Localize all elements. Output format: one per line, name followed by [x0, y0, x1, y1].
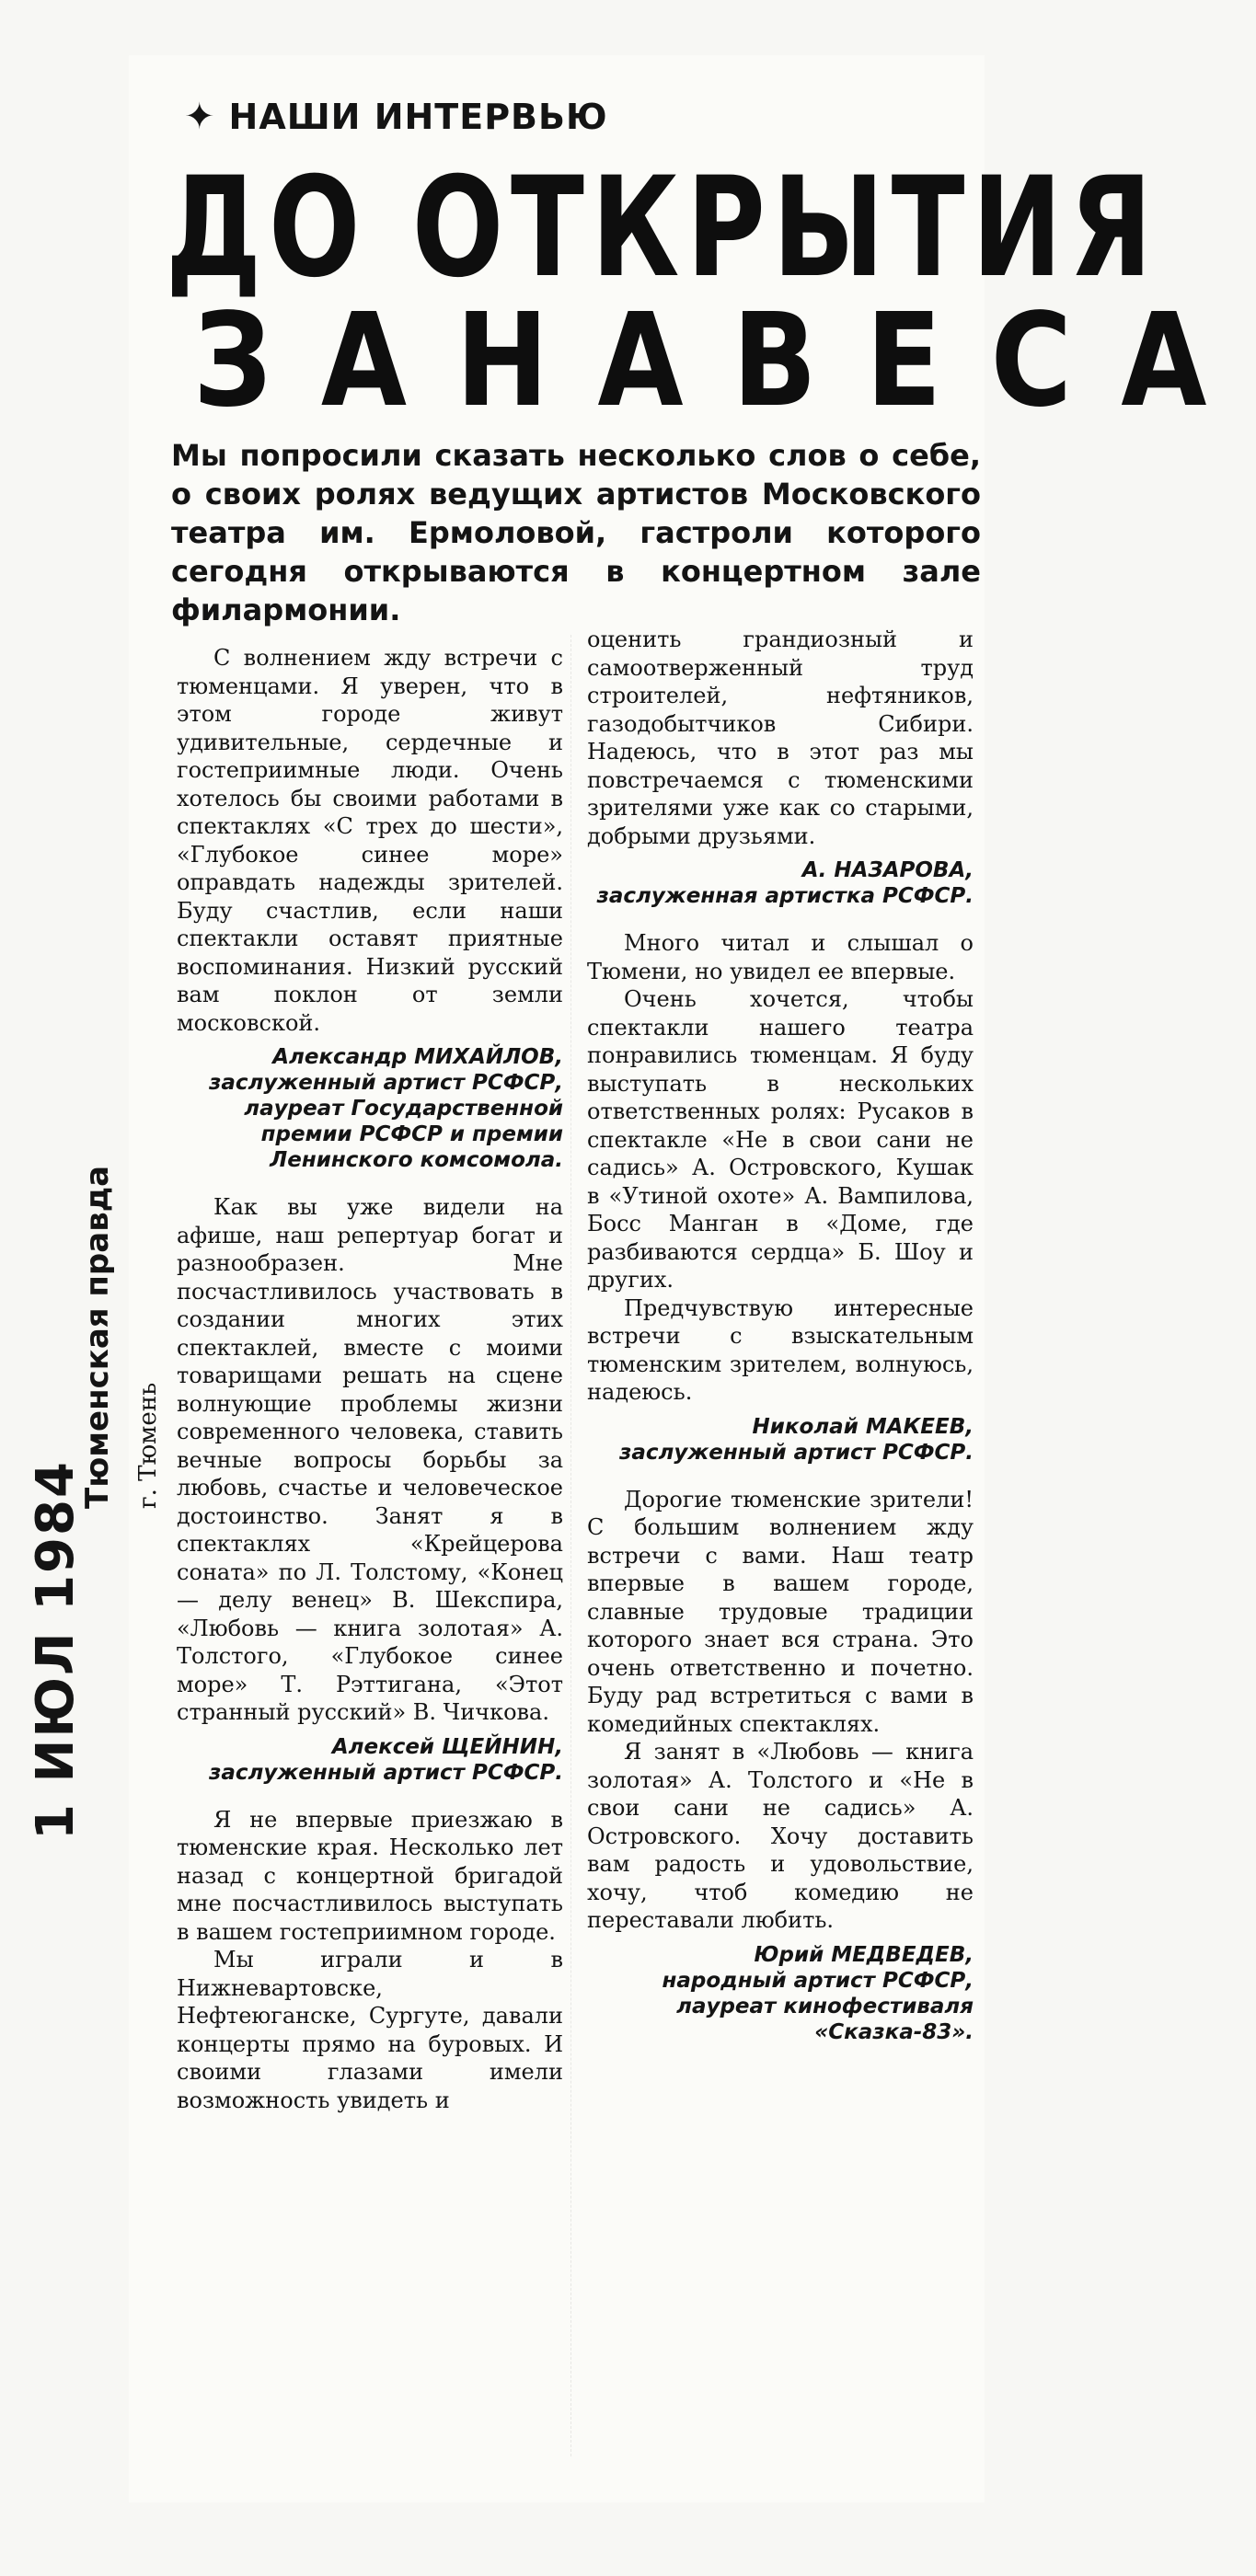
signature-name: Алексей ЩЕЙНИН, — [331, 1734, 563, 1759]
signature-name: Александр МИХАЙЛОВ, — [272, 1045, 563, 1069]
rubric — [184, 96, 608, 138]
rubric-label: НАШИ ИНТЕРВЬЮ — [228, 97, 608, 137]
right-column — [587, 626, 974, 2065]
signature-title: народный артист РСФСР, лауреат кинофестиваля «Сказка-83». — [662, 1968, 974, 2044]
date-stamp: 1 ИЮЛ 1984 — [26, 1460, 86, 1840]
headline-line-1: ДО ОТКРЫТИЯ — [166, 148, 1159, 308]
paragraph: Дорогие тюменские зрители! С большим волнением жду встречи с вами. Наш театр впервые в вашем городе, славные трудовые традиции которого знает вся страна. Это очень ответственно и почетно. Буду рад встретиться с вами в комедийных спектаклях. — [587, 1486, 974, 1737]
signature-name: Юрий МЕДВЕДЕВ, — [754, 1942, 974, 1967]
star-icon: ✦ — [184, 96, 216, 138]
signature-name: А. НАЗАРОВА, — [801, 858, 974, 882]
margin-date-stamp — [26, 1460, 86, 1840]
signature-mikhailov — [177, 1044, 563, 1173]
paragraph: оценить грандиозный и самоотверженный труд строителей, нефтяников, газодобытчиков Сибири. Надеюсь, что в этот раз мы повстречаемся с тюменскими зрителями уже как со старыми, добрыми друзьями. — [587, 627, 974, 849]
signature-title: заслуженная артистка РСФСР. — [596, 884, 974, 908]
paragraph: Мы играли и в Нижневартовске, Нефтеюганске, Сургуте, давали концерты прямо на буровых. И своими глазами имели возможность увидеть и — [177, 1947, 563, 2113]
headline-line-2: ЗАНАВЕСА — [193, 286, 1256, 436]
signature-title: заслуженный артист РСФСР. — [619, 1440, 974, 1465]
paragraph: Очень хочется, чтобы спектакли нашего театра понравились тюменцам. Я буду выступать в нескольких ответственных ролях: Русаков в спектакле «Не в свои сани не садись» А. Островского, Кушак в «Утиной охоте» А. Вампилова, Босс Манган в «Доме, где разбиваются сердца» Б. Шоу и других. — [587, 986, 974, 1293]
signature-name: Николай МАКЕЕВ, — [752, 1414, 974, 1439]
signature-title: заслуженный артист РСФСР. — [209, 1760, 563, 1785]
paragraph: С волнением жду встречи с тюменцами. Я уверен, что в этом городе живут удивительные, сердечные и гостеприимные люди. Очень хотелось бы своими работами в спектаклях «С трех до шести», «Глубокое синее море» оправдать надежды зрителей. Буду счастлив, если наши спектакли оставят приятные воспоминания. Низкий русский вам поклон от земли московской. — [177, 645, 563, 1036]
signature-nazarova — [587, 857, 974, 909]
paragraph: Я не впервые приезжаю в тюменские края. Несколько лет назад с концертной бригадой мне посчастливилось выступать в вашем гостеприимном городе. — [177, 1806, 563, 1945]
paragraph: Я занят в «Любовь — книга золотая» А. Толстого и «Не в свои сани не садись» А. Островского. Хочу доставить вам радость и удовольствие, хочу, чтоб комедию не переставали любить. — [587, 1739, 974, 1933]
paragraph: Предчувствую интересные встречи с взыскательным тюменским зрителем, волнуюсь, надеюсь. — [587, 1294, 974, 1405]
column-divider — [570, 635, 571, 2456]
signature-makeev — [587, 1414, 974, 1466]
lead-paragraph: Мы попросили сказать несколько слов о себе, о своих ролях ведущих артистов Московского театра им. Ермоловой, гастроли которого сегодня открываются в концертном зале филармонии. — [171, 438, 981, 627]
margin-paper-name: Тюменская правда — [79, 1165, 116, 1509]
signature-medvedev — [587, 1942, 974, 2045]
signature-sheinin — [177, 1734, 563, 1786]
signature-title: заслуженный артист РСФСР, лауреат Государственной премии РСФСР и премии Ленинского комсомола. — [209, 1071, 563, 1172]
paragraph: Много читал и слышал о Тюмени, но увидел ее впервые. — [587, 930, 974, 984]
paragraph: Как вы уже видели на афише, наш репертуар богат и разнообразен. Мне посчастливилось участвовать в создании многих этих спектаклей, вместе с моими товарищами решать на сцене волнующие проблемы жизни современного человека, ставить вечные вопросы борьбы за любовь, счастье и человеческое достоинство. Занят я в спектаклях «Крейцерова соната» по Л. Толстому, «Конец— делу венец» В. Шекспира, «Любовь — книга золотая» А. Толстого, «Глубокое синее море» Т. Рэттигана, «Этот странный русский» В. Чичкова. — [177, 1194, 563, 1725]
margin-city: г. Тюмень — [134, 1382, 162, 1509]
left-column — [177, 644, 563, 2114]
